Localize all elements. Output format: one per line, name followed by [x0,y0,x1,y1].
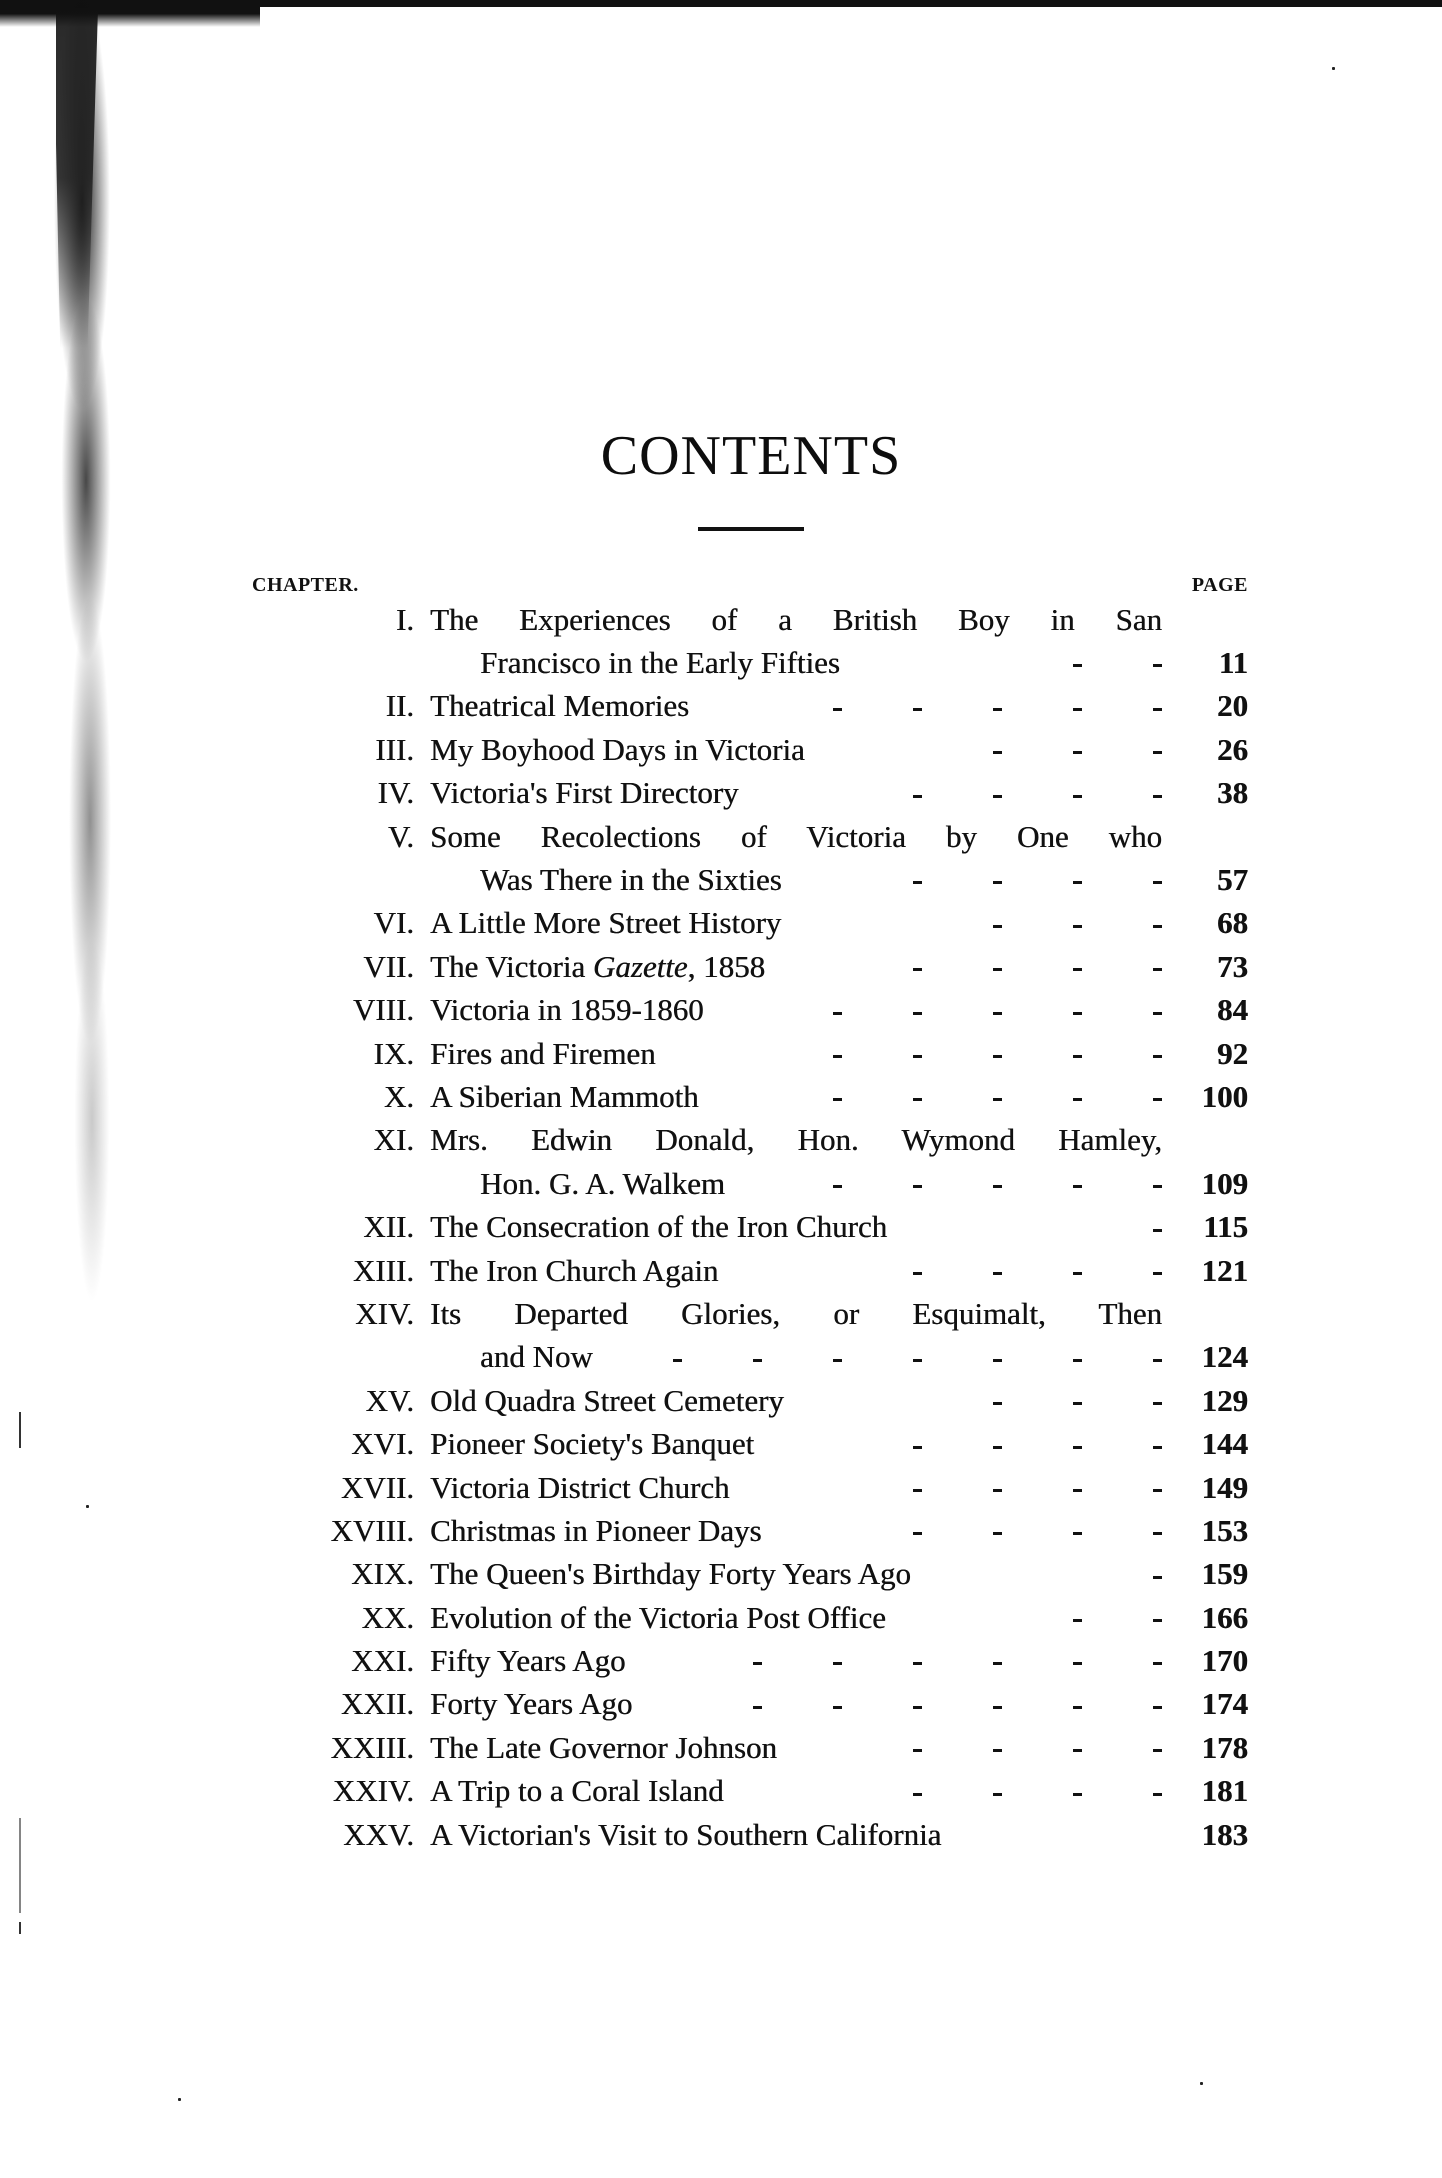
toc-entry[interactable] [0,1726,1442,1769]
chapter-numeral: XII. [363,1209,414,1245]
page-number: 159 [1201,1556,1248,1592]
leader-dash [1082,775,1162,811]
chapter-numeral: X. [383,1078,414,1114]
toc-entry[interactable] [0,1379,1442,1422]
leader-dash [682,1686,762,1722]
leader-dash [842,688,922,724]
scan-margin-mark [19,1922,21,1934]
leader-dash [1002,1643,1082,1679]
leader-dash [762,1079,842,1115]
leader-dash [1082,1600,1162,1636]
page-column-header: PAGE [1191,574,1248,596]
chapter-numeral: XXIII. [330,1729,414,1765]
leader-dash [922,992,1002,1028]
chapter-title: The Consecration of the Iron Church [430,1209,888,1245]
toc-entry[interactable] [0,728,1442,771]
leader-dash [842,1470,922,1506]
page-number: 115 [1203,1209,1248,1245]
page-number: 178 [1201,1729,1248,1765]
scan-speck [1332,67,1335,70]
page-number: 11 [1218,645,1248,681]
toc-entry-continuation[interactable] [0,1336,1442,1379]
toc-entry[interactable] [0,1205,1442,1248]
chapter-numeral: I. [395,601,414,637]
toc-entry[interactable] [0,772,1442,815]
dot-leaders [762,992,1162,1028]
leader-dash [682,1643,762,1679]
leader-dash [922,1686,1002,1722]
leader-dash [1002,1773,1082,1809]
page-number: 149 [1201,1469,1248,1505]
chapter-title: Christmas in Pioneer Days [430,1512,762,1548]
leader-dash [922,1166,1002,1202]
toc-entry[interactable] [0,1292,1442,1335]
page-number: 121 [1201,1252,1248,1288]
toc-entry[interactable] [0,989,1442,1032]
leader-dash [922,1036,1002,1072]
page-number: 129 [1201,1382,1248,1418]
leader-dash [1002,775,1082,811]
page-number: 84 [1217,992,1248,1028]
toc-entry[interactable] [0,945,1442,988]
chapter-title: Theatrical Memories [430,688,690,724]
leader-dash [1082,1730,1162,1766]
leader-dash [922,1513,1002,1549]
chapter-title: A Siberian Mammoth [430,1078,699,1114]
chapter-title: Victoria District Church [430,1469,730,1505]
chapter-title: Evolution of the Victoria Post Office [430,1599,886,1635]
dot-leaders [1082,1556,1162,1592]
chapter-title: Fifty Years Ago [430,1643,626,1679]
leader-dash [682,1339,762,1375]
chapter-numeral: XXI. [351,1643,414,1679]
leader-dash [922,1079,1002,1115]
leader-dash [1002,1383,1082,1419]
scan-speck [1200,2082,1203,2085]
leader-dash [922,949,1002,985]
leader-dash [922,732,1002,768]
dot-leaders [762,1036,1162,1072]
dot-leaders [682,1686,1162,1722]
chapter-numeral: II. [385,688,414,724]
toc-entry[interactable] [0,1770,1442,1813]
leader-dash [842,1643,922,1679]
chapter-title: Pioneer Society's Banquet [430,1426,755,1462]
leader-dash [842,1166,922,1202]
chapter-numeral: VIII. [352,992,414,1028]
leader-dash [922,688,1002,724]
chapter-numeral: XVIII. [330,1512,414,1548]
toc-entry[interactable] [0,1683,1442,1726]
toc-entry-continuation[interactable] [0,641,1442,684]
chapter-numeral: XXV. [343,1816,414,1852]
toc-entry-continuation[interactable] [0,858,1442,901]
chapter-title: A Little More Street History [430,905,782,941]
leader-dash [762,1686,842,1722]
leader-dash [842,775,922,811]
page-number: 68 [1217,905,1248,941]
toc-entry[interactable] [0,1466,1442,1509]
leader-dash [1082,992,1162,1028]
leader-dash [1002,1470,1082,1506]
chapter-title: A Victorian's Visit to Southern California [430,1816,942,1852]
chapter-title: Francisco in the Early Fifties [480,645,840,681]
page-number: 183 [1201,1816,1248,1852]
chapter-numeral: III. [375,731,414,767]
page-number: 92 [1217,1035,1248,1071]
leader-dash [762,688,842,724]
chapter-title: My Boyhood Days in Victoria [430,731,805,767]
leader-dash [1002,645,1082,681]
toc-entry[interactable] [0,1813,1442,1856]
leader-dash [1082,1036,1162,1072]
dot-leaders [1002,1600,1162,1636]
chapter-numeral: VII. [363,948,414,984]
leader-dash [602,1339,682,1375]
toc-entry[interactable] [0,1553,1442,1596]
chapter-title: Hon. G. A. Walkem [480,1165,725,1201]
leader-dash [842,1773,922,1809]
chapter-title: The Queen's Birthday Forty Years Ago [430,1556,911,1592]
leader-dash [1002,1036,1082,1072]
chapter-title: Old Quadra Street Cemetery [430,1382,784,1418]
leader-dash [1002,1079,1082,1115]
toc-entry[interactable] [0,598,1442,641]
leader-dash [1082,905,1162,941]
leader-dash [842,1253,922,1289]
chapter-title: The Iron Church Again [430,1252,719,1288]
dot-leaders [922,732,1162,768]
toc-entry[interactable] [0,1119,1442,1162]
dot-leaders [1002,645,1162,681]
chapter-numeral: XXIV. [332,1773,414,1809]
chapter-numeral: XXII. [340,1686,414,1722]
chapter-title: Its Departed Glories, or Esquimalt, Then [430,1295,1162,1331]
leader-dash [1002,949,1082,985]
chapter-numeral: XIII. [352,1252,414,1288]
toc-entry[interactable] [0,1639,1442,1682]
page-number: 73 [1217,948,1248,984]
leader-dash [842,1426,922,1462]
dot-leaders [842,862,1162,898]
leader-dash [922,1773,1002,1809]
leader-dash [1082,949,1162,985]
chapter-numeral: XI. [373,1122,414,1158]
leader-dash [842,862,922,898]
page-number: 153 [1201,1512,1248,1548]
toc-entry[interactable] [0,1032,1442,1075]
leader-dash [922,905,1002,941]
leader-dash [922,1730,1002,1766]
leader-dash [842,992,922,1028]
leader-dash [922,1470,1002,1506]
chapter-title: and Now [480,1339,593,1375]
toc-entry[interactable] [0,1509,1442,1552]
chapter-numeral: XIV. [355,1295,414,1331]
leader-dash [1002,992,1082,1028]
leader-dash [1082,862,1162,898]
leader-dash [1082,1383,1162,1419]
leader-dash [1082,1556,1162,1592]
leader-dash [1002,1166,1082,1202]
page-number: 170 [1201,1643,1248,1679]
page-number: 166 [1201,1599,1248,1635]
dot-leaders [842,1513,1162,1549]
leader-dash [1082,1079,1162,1115]
page-number: 181 [1201,1773,1248,1809]
leader-dash [922,1643,1002,1679]
dot-leaders [682,1643,1162,1679]
chapter-numeral: XIX. [351,1556,414,1592]
toc-entry[interactable] [0,815,1442,858]
chapter-numeral: XX. [361,1599,414,1635]
dot-leaders [762,1079,1162,1115]
leader-dash [922,775,1002,811]
leader-dash [1082,1209,1162,1245]
chapter-numeral: IX. [373,1035,414,1071]
toc-entry[interactable] [0,685,1442,728]
chapter-numeral: IV. [377,775,414,811]
leader-dash [1082,1686,1162,1722]
chapter-numeral: XVI. [351,1426,414,1462]
page-number: 100 [1201,1078,1248,1114]
leader-dash [1002,1600,1082,1636]
leader-dash [1082,1253,1162,1289]
leader-dash [1002,1513,1082,1549]
dot-leaders [842,1470,1162,1506]
chapter-title: The Victoria Gazette, 1858 [430,948,766,984]
chapter-column-header: CHAPTER. [252,574,359,596]
toc-entry[interactable] [0,1075,1442,1118]
leader-dash [1002,1686,1082,1722]
chapter-numeral: XV. [365,1382,414,1418]
page-number: 26 [1217,731,1248,767]
leader-dash [842,949,922,985]
leader-dash [922,1253,1002,1289]
page-title: CONTENTS [600,425,902,487]
leader-dash [1002,905,1082,941]
toc-entry[interactable] [0,1596,1442,1639]
leader-dash [762,992,842,1028]
page-number: 124 [1201,1339,1248,1375]
page-number: 144 [1201,1426,1248,1462]
chapter-numeral: XVII. [340,1469,414,1505]
dot-leaders [842,1426,1162,1462]
leader-dash [1082,1426,1162,1462]
leader-dash [1002,1426,1082,1462]
chapter-title: The Late Governor Johnson [430,1729,777,1765]
dot-leaders [922,1383,1162,1419]
toc-entry[interactable] [0,1422,1442,1465]
dot-leaders [842,949,1162,985]
page-number: 174 [1201,1686,1248,1722]
leader-dash [842,1079,922,1115]
leader-dash [762,1166,842,1202]
leader-dash [922,862,1002,898]
leader-dash [762,1339,842,1375]
leader-dash [1082,1470,1162,1506]
table-of-contents [0,598,1442,1856]
chapter-title: Victoria's First Directory [430,775,739,811]
chapter-title: Some Recolections of Victoria by One who [430,818,1162,854]
title-rule-divider [698,527,804,531]
toc-entry[interactable] [0,902,1442,945]
leader-dash [762,1036,842,1072]
dot-leaders [1082,1209,1162,1245]
leader-dash [1082,1643,1162,1679]
page-number: 57 [1217,862,1248,898]
chapter-title: Was There in the Sixties [480,862,782,898]
leader-dash [1082,1339,1162,1375]
dot-leaders [762,1166,1162,1202]
chapter-title: The Experiences of a British Boy in San [430,601,1162,637]
leader-dash [1082,1513,1162,1549]
leader-dash [1002,862,1082,898]
chapter-title: Mrs. Edwin Donald, Hon. Wymond Hamley, [430,1122,1162,1158]
leader-dash [922,1339,1002,1375]
scan-top-shadow [0,5,260,27]
dot-leaders [842,1253,1162,1289]
leader-dash [1002,688,1082,724]
dot-leaders [602,1339,1162,1375]
leader-dash [922,1383,1002,1419]
toc-entry[interactable] [0,1249,1442,1292]
leader-dash [842,1513,922,1549]
dot-leaders [842,1730,1162,1766]
leader-dash [842,1686,922,1722]
dot-leaders [762,688,1162,724]
leader-dash [842,1730,922,1766]
leader-dash [1082,1773,1162,1809]
chapter-numeral: V. [387,818,414,854]
dot-leaders [922,905,1162,941]
leader-dash [1002,1730,1082,1766]
chapter-numeral: VI. [373,905,414,941]
scan-speck [178,2098,181,2101]
dot-leaders [842,775,1162,811]
dot-leaders [842,1773,1162,1809]
chapter-title: Forty Years Ago [430,1686,633,1722]
leader-dash [922,1426,1002,1462]
leader-dash [1002,1253,1082,1289]
page-number: 38 [1217,775,1248,811]
leader-dash [1082,1166,1162,1202]
chapter-title: Victoria in 1859-1860 [430,992,704,1028]
chapter-title: A Trip to a Coral Island [430,1773,724,1809]
leader-dash [1002,1339,1082,1375]
chapter-title: Fires and Firemen [430,1035,656,1071]
leader-dash [1082,732,1162,768]
leader-dash [1082,645,1162,681]
leader-dash [1002,732,1082,768]
leader-dash [842,1036,922,1072]
page-number: 20 [1217,688,1248,724]
leader-dash [762,1643,842,1679]
leader-dash [1082,688,1162,724]
toc-entry-continuation[interactable] [0,1162,1442,1205]
leader-dash [842,1339,922,1375]
page-number: 109 [1201,1165,1248,1201]
